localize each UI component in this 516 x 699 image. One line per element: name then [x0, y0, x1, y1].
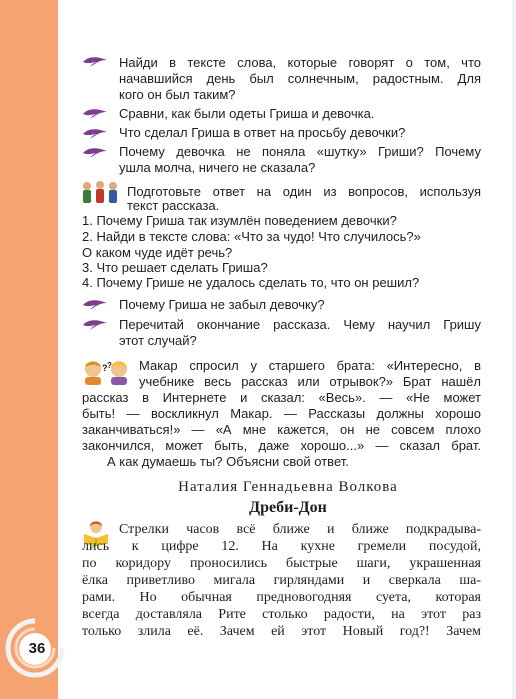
story-text-line: всегда доставляла Рите столько радости, на этот раз — [82, 607, 481, 622]
page-number: 36 — [28, 640, 46, 657]
question-text-line: Почему Гриша не забыл девочку? — [119, 297, 325, 312]
question-text-line: этот случай? — [119, 333, 197, 348]
two-children-question-icon — [80, 359, 132, 385]
story-text-line: ёлка приветливо мигала гирляндами и сверкала ша- — [82, 573, 481, 588]
question-text-line: Перечитай окончание рассказа. Чему научил Гришу — [119, 317, 481, 332]
discussion-line: заканчиваться!» — «А мне кажется, он не совсем плохо — [82, 422, 481, 437]
discussion-line: закончился, может быть, даже хорошо...» — сказал брат. — [82, 438, 481, 453]
group-task-intro-line: Подготовьте ответ на один из вопросов, используя — [127, 184, 481, 199]
discussion-line: Макар спросил у старшего брата: «Интересно, в — [139, 358, 481, 373]
feather-icon — [82, 128, 108, 140]
story-text-line: Стрелки часов всё ближе и ближе подкрадыва- — [119, 522, 481, 537]
feather-icon — [82, 319, 108, 331]
discussion-question: А как думаешь ты? Объясни свой ответ. — [107, 454, 349, 469]
group-task-intro-line: текст рассказа. — [127, 198, 220, 213]
story-title: Дреби-Дон — [249, 499, 327, 516]
question-text-line: Найди в тексте слова, которые говорят о том, что — [119, 55, 481, 70]
discussion-line: учебнике весь рассказ или отрывок?» Брат нашёл — [139, 374, 481, 389]
group-of-children-icon — [80, 181, 120, 205]
group-task-item: 1. Почему Гриша так изумлён поведением девочки? — [82, 213, 397, 228]
question-text-line: Что сделал Гриша в ответ на просьбу девочки? — [119, 125, 406, 140]
question-text-line: кого он был таким? — [119, 87, 236, 102]
story-text-line: лись к цифре 12. На кухне гремели посудой, — [82, 539, 481, 554]
question-text-line: ушла молча, ничего не сказала? — [119, 160, 316, 175]
svg-text:?: ? — [107, 361, 112, 370]
discussion-line: рассказ в Интернете и сказал: «Весь». — «Не может — [82, 390, 481, 405]
feather-icon — [82, 147, 108, 159]
question-text-line: начавшийся день был солнечным, радостным. Для — [119, 71, 481, 86]
story-text-line: только злила её. Зачем ей этот Новый год?! Зачем — [82, 624, 481, 639]
story-text-line: рами. Но обычная предновогодняя суета, которая — [82, 590, 481, 605]
group-task-item: 4. Почему Грише не удалось сделать то, что он решил? — [82, 275, 420, 290]
story-author: Наталия Геннадьевна Волкова — [178, 479, 398, 495]
question-text-line: Почему девочка не поняла «шутку» Гриши? Почему — [119, 144, 481, 159]
group-task-item: О каком чуде идёт речь? — [82, 245, 233, 260]
question-text-line: Сравни, как были одеты Гриша и девочка. — [119, 106, 375, 121]
feather-icon — [82, 299, 108, 311]
svg-text:?: ? — [102, 363, 108, 373]
group-task-item: 3. Что решает сделать Гриша? — [82, 260, 268, 275]
feather-icon — [82, 56, 108, 68]
group-task-item: 2. Найди в тексте слова: «Что за чудо! Что случилось?» — [82, 229, 421, 244]
feather-icon — [82, 108, 108, 120]
story-text-line: по коридору проносились быстрые шаги, украшенная — [82, 556, 481, 571]
discussion-line: быть! — воскликнул Макар. — Рассказы должны хорошо — [82, 406, 481, 421]
